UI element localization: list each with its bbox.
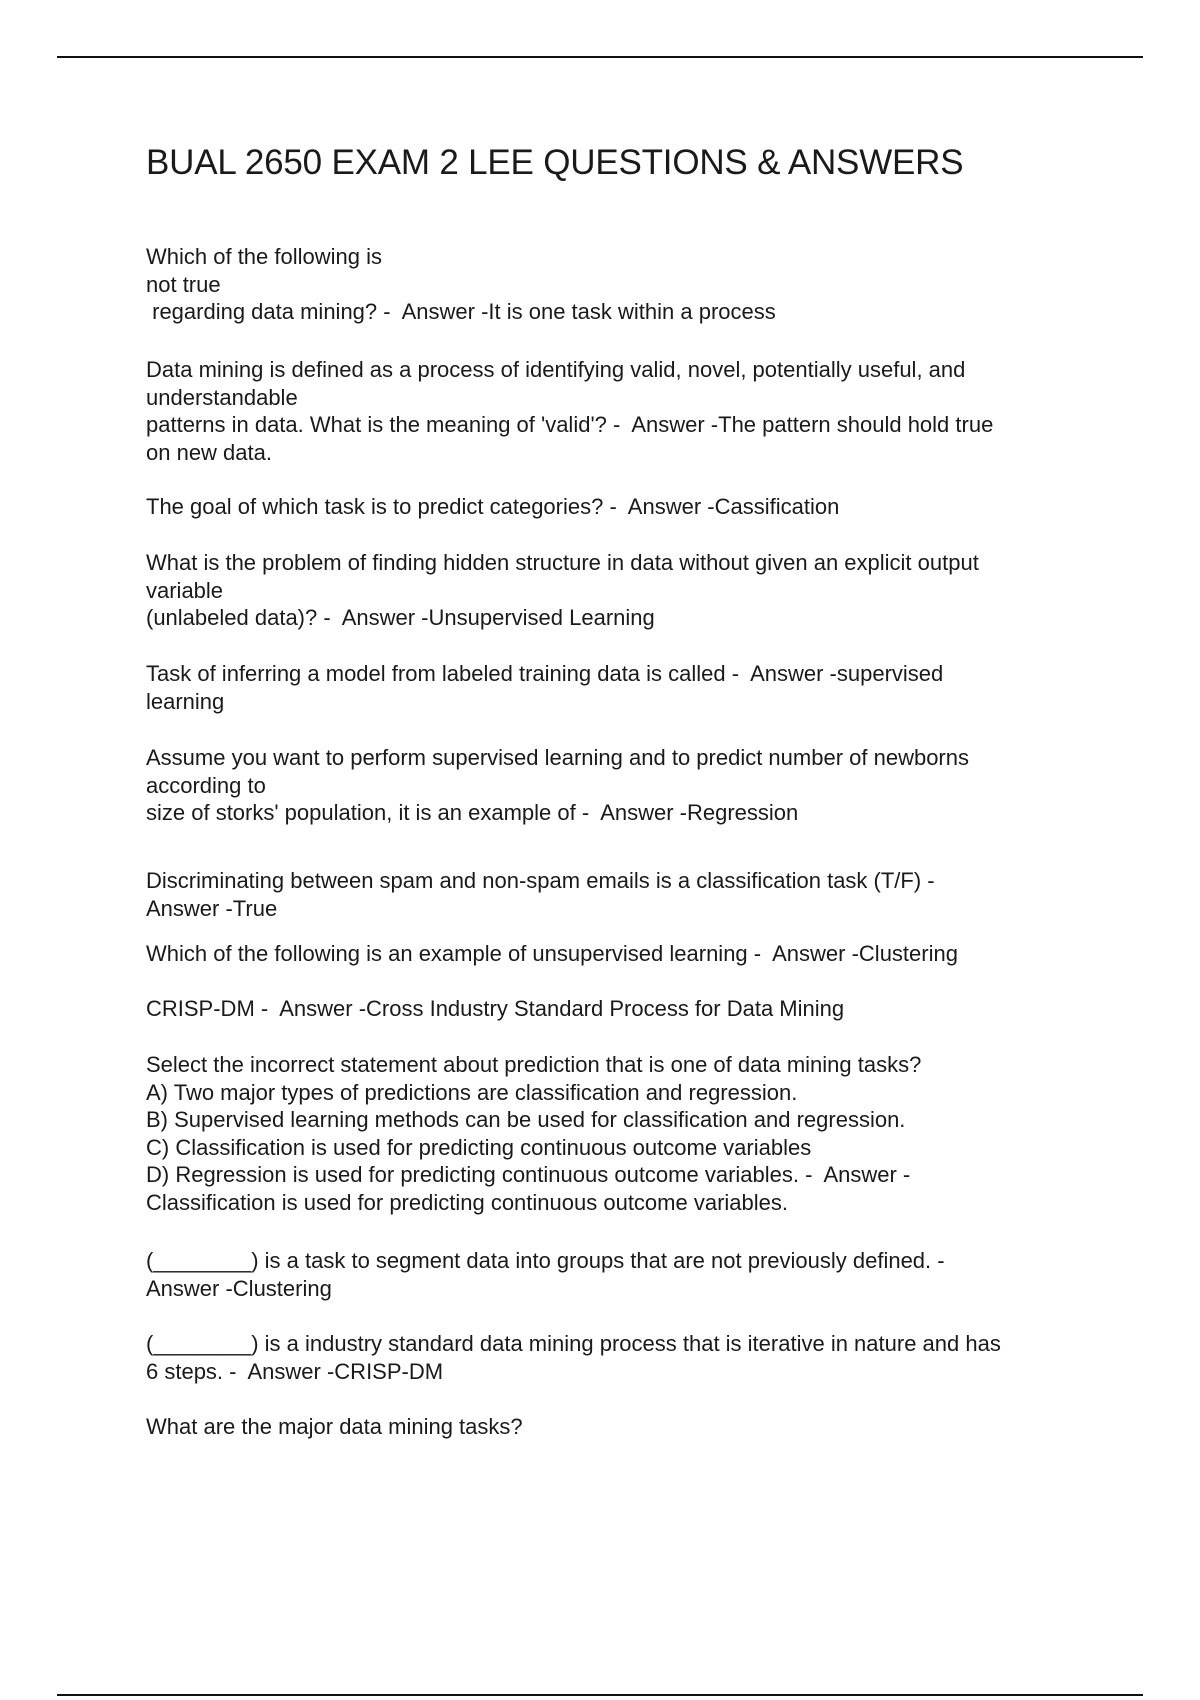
qa-text-line: Task of inferring a model from labeled training data is called - Answer -supervised [146, 661, 944, 686]
top-rule [57, 56, 1143, 58]
qa-text-line: variable [146, 577, 224, 603]
qa-text-line: A) Two major types of predictions are classification and regression. [146, 1079, 798, 1105]
qa-item [146, 549, 1086, 632]
qa-text-line: B) Supervised learning methods can be used for classification and regression. [146, 1107, 906, 1132]
qa-text-line: patterns in data. What is the meaning of 'valid'? - Answer -The pattern should hold true [146, 412, 994, 437]
qa-item [146, 995, 1086, 1023]
qa-text-line: Select the incorrect statement about prediction that is one of data mining tasks? [146, 1052, 922, 1077]
qa-text-line: (________) is a task to segment data into groups that are not previously defined. - [146, 1248, 945, 1273]
qa-text-line: 6 steps. - Answer -CRISP-DM [146, 1358, 444, 1384]
qa-item [146, 1247, 1086, 1302]
qa-text-line: Assume you want to perform supervised learning and to predict number of newborns [146, 745, 969, 770]
qa-text-line: Answer -True [146, 895, 278, 921]
qa-text-line: Classification is used for predicting continuous outcome variables. [146, 1189, 788, 1215]
qa-item [146, 356, 1086, 466]
qa-item [146, 744, 1086, 827]
qa-item [146, 1051, 1086, 1216]
qa-text-line: C) Classification is used for predicting continuous outcome variables [146, 1134, 812, 1160]
qa-text-line: Discriminating between spam and non-spam emails is a classification task (T/F) - [146, 868, 935, 893]
qa-text-line: (________) is a industry standard data mining process that is iterative in nature and has [146, 1331, 1001, 1356]
qa-text-line: CRISP-DM - Answer -Cross Industry Standard Process for Data Mining [146, 996, 845, 1021]
qa-item [146, 940, 1086, 968]
qa-text-line: D) Regression is used for predicting continuous outcome variables. - Answer - [146, 1162, 911, 1187]
qa-text-line: What is the problem of finding hidden structure in data without given an explicit output [146, 550, 979, 575]
qa-text-line: on new data. [146, 439, 272, 465]
qa-text-line: size of storks' population, it is an example of - Answer -Regression [146, 800, 799, 825]
qa-item [146, 660, 1086, 715]
qa-text-line: regarding data mining? - Answer -It is one task within a process [146, 299, 776, 324]
qa-text-line: Which of the following is an example of unsupervised learning - Answer -Clustering [146, 941, 958, 966]
qa-text-line: Which of the following is [146, 244, 382, 269]
qa-text-line: The goal of which task is to predict categories? - Answer -Cassification [146, 494, 840, 519]
qa-text-line: learning [146, 688, 225, 714]
qa-item [146, 1413, 1086, 1441]
qa-item [146, 867, 1086, 922]
qa-text-line: (unlabeled data)? - Answer -Unsupervised Learning [146, 605, 655, 630]
qa-text-line: according to [146, 772, 266, 798]
qa-text-line: Data mining is defined as a process of identifying valid, novel, potentially useful, and [146, 357, 966, 382]
bottom-rule [57, 1694, 1143, 1696]
qa-text-line: not true [146, 271, 221, 297]
qa-item [146, 493, 1086, 521]
qa-text-line: What are the major data mining tasks? [146, 1414, 523, 1439]
qa-item [146, 1330, 1086, 1385]
document-title: BUAL 2650 EXAM 2 LEE QUESTIONS & ANSWERS [146, 143, 964, 182]
qa-text-line: Answer -Clustering [146, 1275, 332, 1301]
qa-text-line: understandable [146, 384, 298, 410]
qa-item [146, 243, 1086, 326]
